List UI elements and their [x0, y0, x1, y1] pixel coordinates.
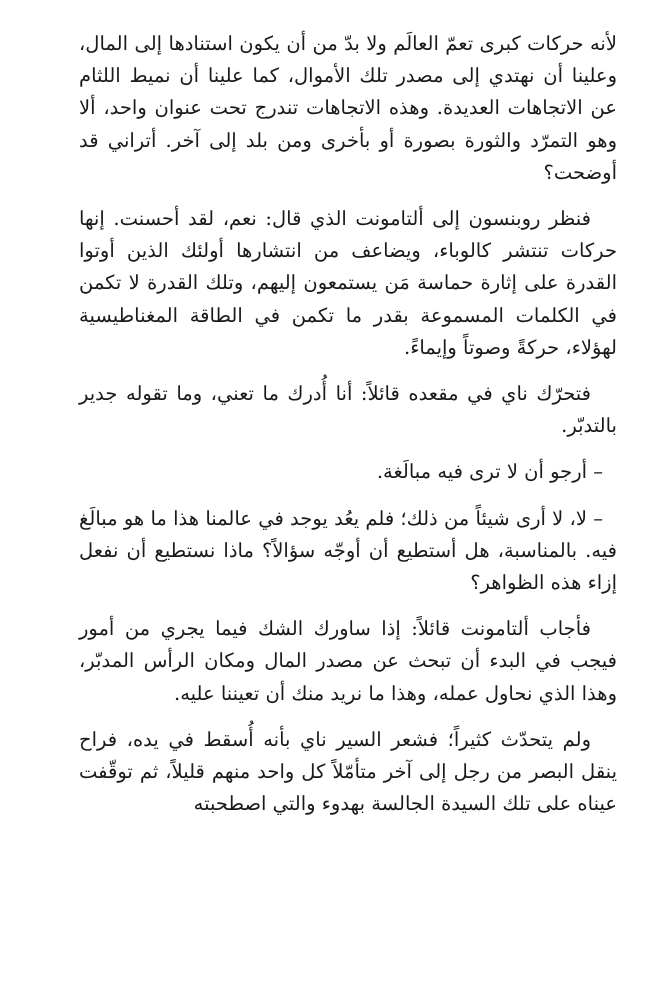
- paragraph-3: فتحرّك ناي في مقعده قائلاً: أنا أُدرك ما تعني، وما تقوله جدير بالتدبّر.: [79, 382, 617, 438]
- paragraph-7: ولم يتحدّث كثيراً؛ فشعر السير ناي بأنه أُسقط في يده، فراح ينقل البصر من رجل إلى آخر متأمّلاً كل واحد منهم قليلاً، ثم توقّفت عيناه على تلك السيدة الجالسة بهدوء والتي اصطحبته: [79, 727, 617, 816]
- paragraph-2: فنظر روبنسون إلى ألتامونت الذي قال: نعم، لقد أحسنت. إنها حركات تنتشر كالوباء، ويضاعف من انتشارها أولئك الذين أوتوا القدرة على إثارة حماسة مَن يستمعون إليهم، وتلك القدرة لا تكمن في الكلمات المسموعة بقدر ما تكمن في الطاقة المغناطيسية لهؤلاء، حركةً وصوتاً وإيماءً.: [79, 207, 617, 359]
- paragraph-1: لأنه حركات كبرى تعمّ العالَم ولا بدّ من أن يكون استنادها إلى المال، وعلينا أن نهتدي إلى مصدر تلك الأموال، كما علينا أن نميط اللثام عن الاتجاهات العديدة. وهذه الاتجاهات تندرج تحت عنوان واحد، ألا وهو التمرّد والثورة بصورة أو بأخرى ومن بلد إلى آخر. أتراني قد أوضحت؟: [79, 32, 617, 184]
- paragraph-6: فأجاب ألتامونت قائلاً: إذا ساورك الشك فيما يجري من أمور فيجب في البدء أن تبحث عن مصدر المال ومكان الرأس المدبّر، وهذا الذي نحاول عمله، وهذا ما نريد منك أن تعيننا عليه.: [79, 617, 617, 705]
- paragraph-5: – لا، لا أرى شيئاً من ذلك؛ فلم يعُد يوجد في عالمنا هذا ما هو مبالَغ فيه. بالمناسبة، هل أستطيع أن أوجّه سؤالاً؟ ماذا نستطيع أن نفعل إزاء هذه الظواهر؟: [79, 506, 617, 595]
- page-text-body: [79, 28, 617, 834]
- paragraph-4: – أرجو أن لا ترى فيه مبالَغة.: [376, 460, 603, 484]
